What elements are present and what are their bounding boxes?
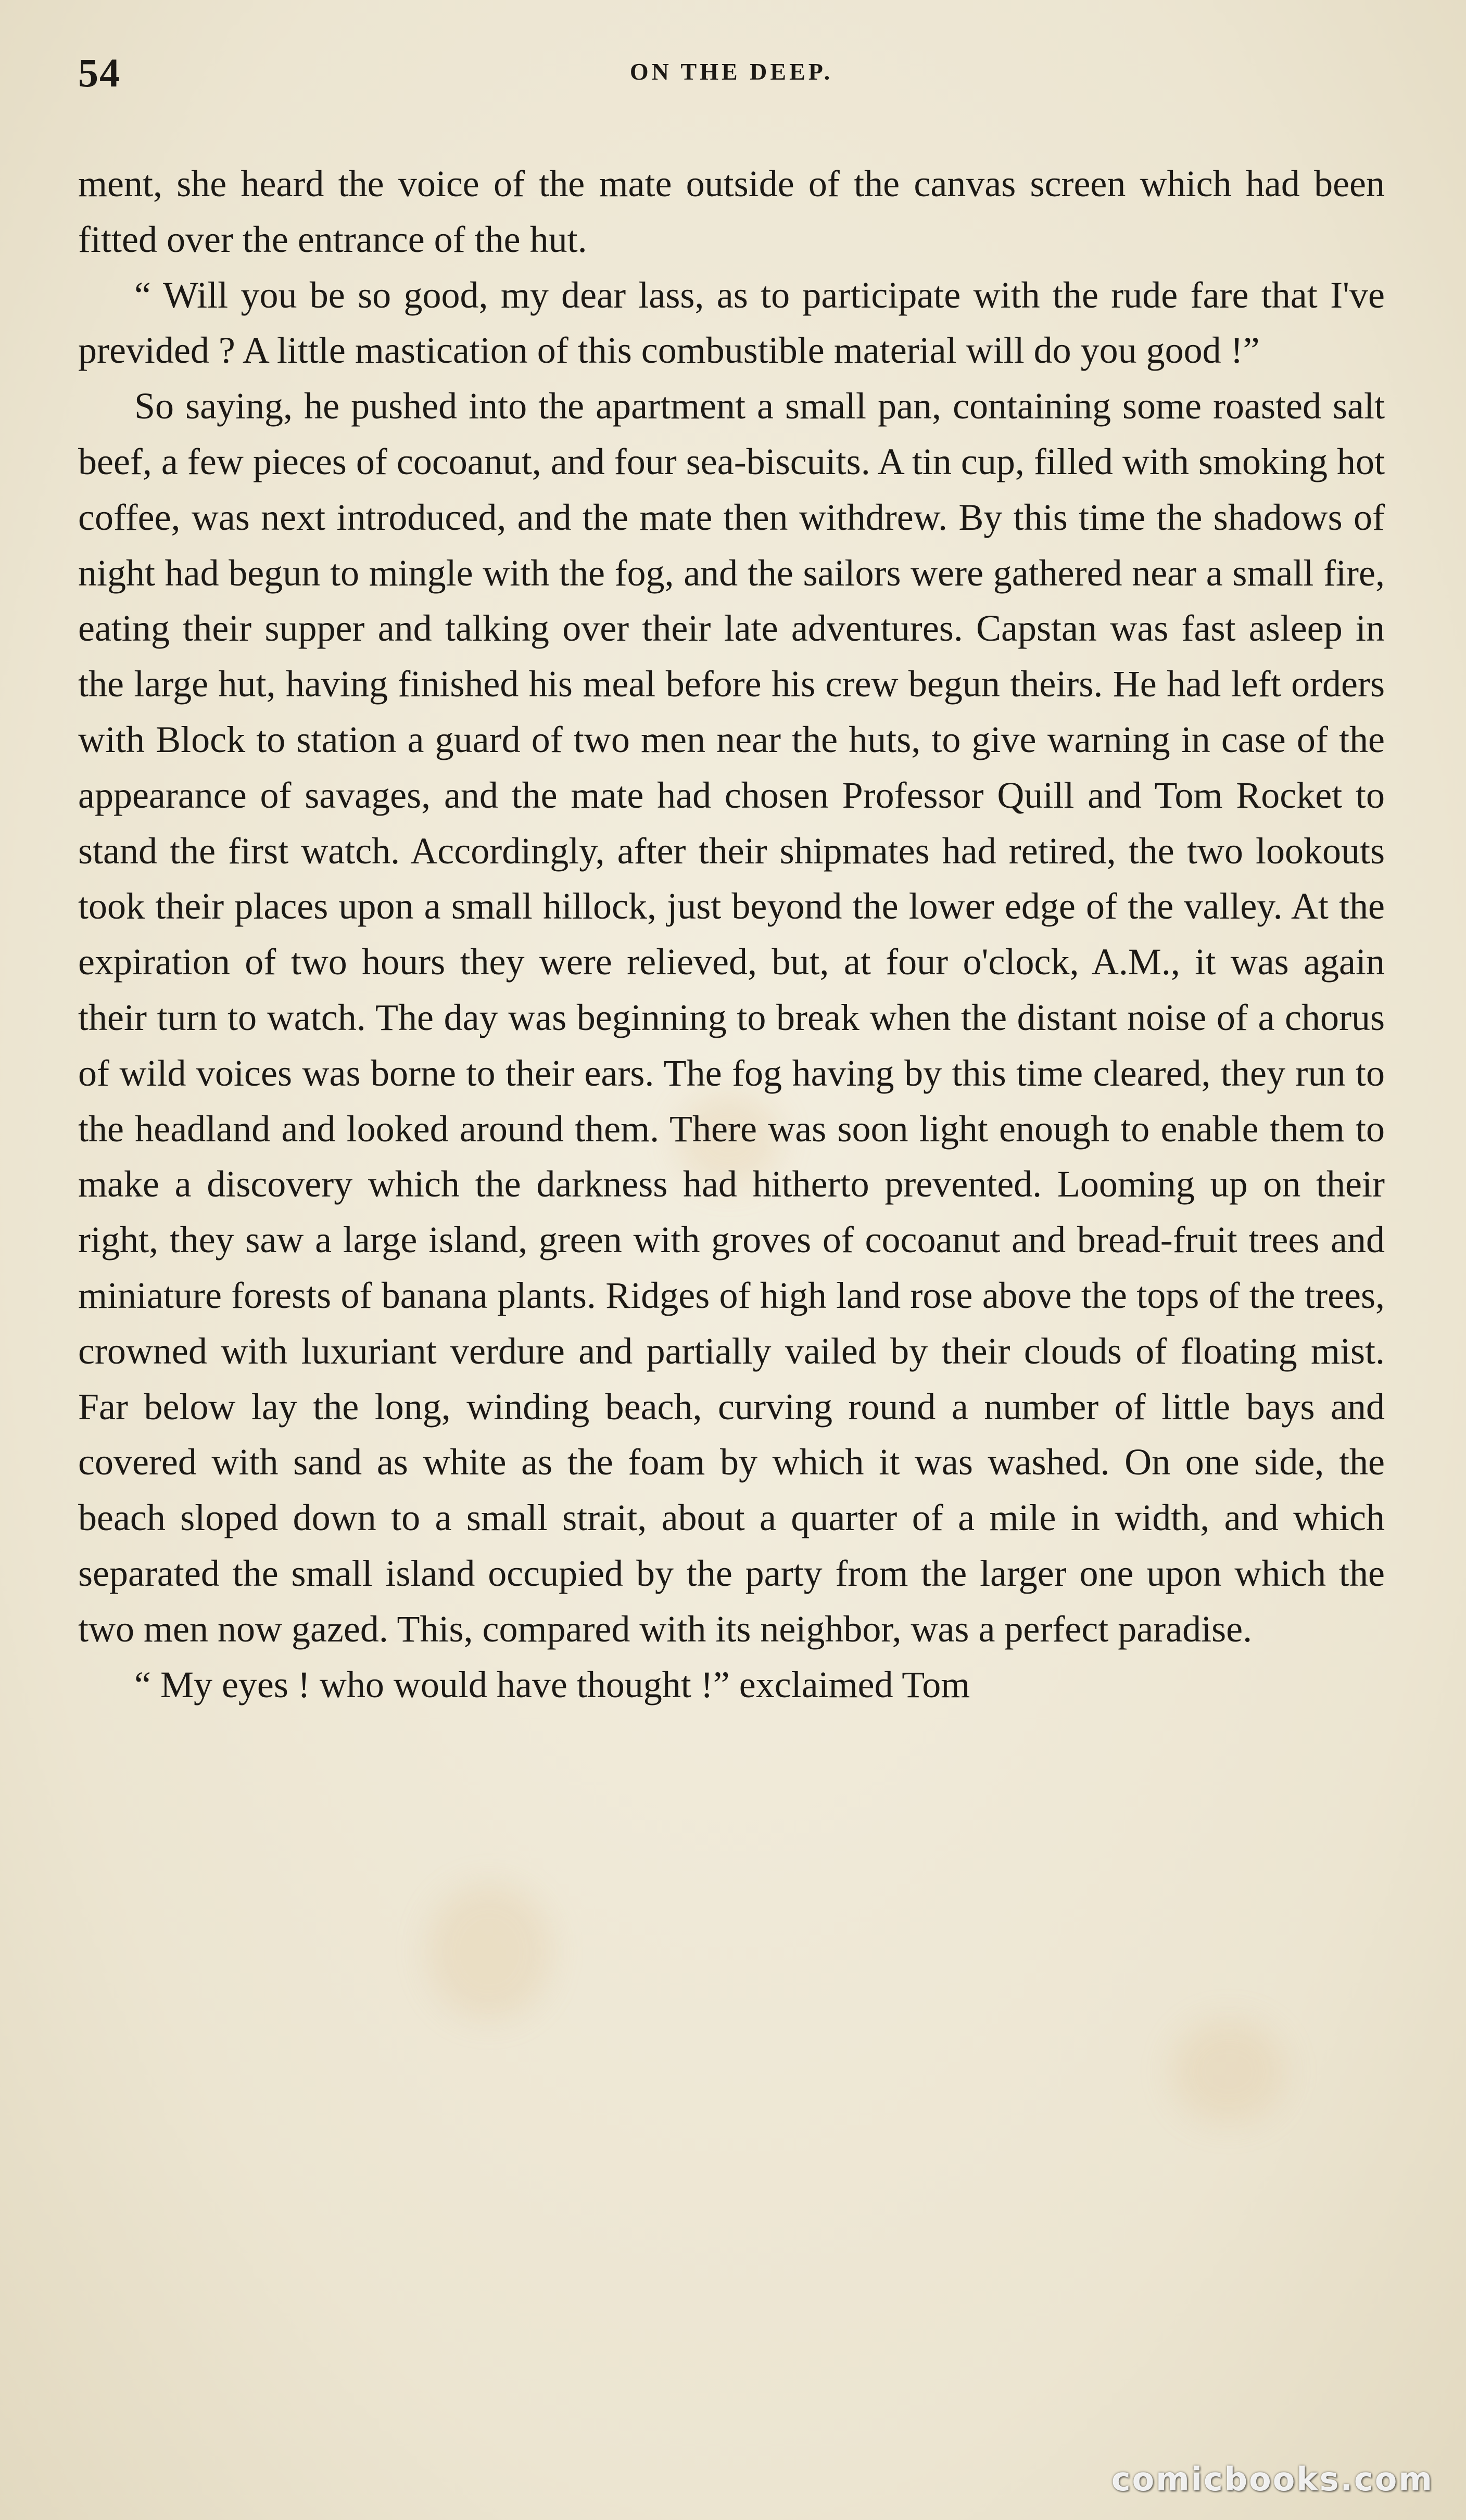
paragraph: “ My eyes ! who would have thought !” exclaimed Tom [134, 1663, 970, 1706]
paragraph: ment, she heard the voice of the mate outside of the canvas screen which had been fitted over the entrance of the hut. [78, 163, 1385, 260]
watermark: comicbooks.com [1111, 2460, 1434, 2498]
page-number: 54 [78, 50, 121, 95]
paragraph: So saying, he pushed into the apartment a small pan, containing some roasted salt beef, a few pieces of cocoanut, and four sea-biscuits. A tin cup, filled with smoking hot coffee, was next introduced, and the mate then withdrew. By this time the shadows of night had begun to mingle with the fog, and the sailors were gathered near a small fire, eating their supper and talking over their late adventures. Capstan was fast asleep in the large hut, having finished his meal before his crew begun theirs. He had left orders with Block to station a guard of two men near the huts, to give warning in case of the appearance of savages, and the mate had chosen Professor Quill and Tom Rocket to stand the first watch. Accordingly, after their shipmates had retired, the two lookouts took their places upon a small hillock, just beyond the lower edge of the valley. At the expiration of two hours they were relieved, but, at four o'clock, A.M., it was again their turn to watch. The day was beginning to break when the distant noise of a chorus of wild voices was borne to their ears. The fog having by this time cleared, they run to the headland and looked around them. There was soon light enough to enable them to make a discovery which the darkness had hitherto prevented. Looming up on their right, they saw a large island, green with groves of cocoanut and bread-fruit trees and miniature forests of banana plants. Ridges of high land rose above the tops of the trees, crowned with luxuriant verdure and partially vailed by their clouds of floating mist. Far below lay the long, winding beach, curving round a number of little bays and covered with sand as white as the foam by which it was washed. On one side, the beach sloped down to a small strait, about a quarter of a mile in width, and which separated the small island occupied by the party from the larger one upon which the two men now gazed. This, compared with its neighbor, was a perfect paradise. [78, 385, 1385, 1650]
paper-stain [1171, 2019, 1286, 2123]
paragraph: “ Will you be so good, my dear lass, as to participate with the rude fare that I've previded ? A little mastication of this combustible material will do you good !” [78, 274, 1385, 372]
page-header [78, 49, 1385, 107]
paper-stain [427, 1884, 552, 2019]
running-head: ON THE DEEP. [629, 58, 833, 85]
body-text [78, 156, 1385, 1712]
